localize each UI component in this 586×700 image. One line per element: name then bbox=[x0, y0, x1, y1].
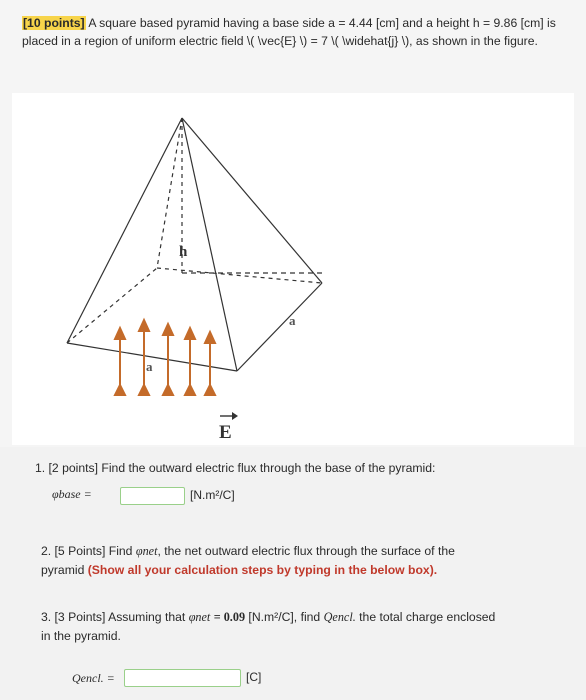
edge-left bbox=[67, 118, 182, 343]
q3-text: 3. [3 Points] Assuming that φnet = 0.09 [N.m²/C], find Qencl. the total charge enclosed in the pyramid. bbox=[41, 610, 496, 643]
q1-answer-input[interactable] bbox=[120, 487, 185, 505]
label-a-right: a bbox=[289, 313, 296, 328]
phi-net-symbol: φnet bbox=[135, 544, 158, 558]
q1-text: 1. [2 points] Find the outward electric flux through the base of the pyramid: bbox=[35, 461, 436, 475]
edge-right bbox=[182, 118, 322, 283]
q3-unit: [C] bbox=[246, 670, 262, 684]
q2-note: (Show all your calculation steps by typing in the below box). bbox=[87, 563, 438, 577]
problem-text: A square based pyramid having a base side a = 4.44 [cm] and a height h = 9.86 [cm] is placed in a region of uniform electric field \( \vec{E} \) = 7 \( \widehat{j} \), as shown in the figure. bbox=[22, 16, 556, 48]
label-E bbox=[219, 412, 238, 443]
q2-text: 2. [5 Points] Find φnet, the net outward electric flux through the surface of the pyramid (Show all your calculation steps by typing in the below box). bbox=[41, 544, 455, 577]
label-h: h bbox=[179, 244, 188, 260]
problem-statement bbox=[22, 14, 577, 50]
q3-answer-input[interactable] bbox=[124, 669, 241, 687]
svg-text:E: E bbox=[219, 422, 232, 443]
q1-unit: [N.m²/C] bbox=[190, 488, 235, 502]
pyramid-diagram bbox=[12, 93, 574, 445]
label-a-left: a bbox=[146, 359, 153, 374]
q1-symbol: φbase = bbox=[52, 487, 92, 501]
q3-symbol: Qencl. = bbox=[72, 671, 115, 685]
base-right bbox=[237, 283, 322, 371]
points-badge: [10 points] bbox=[23, 16, 85, 30]
questions bbox=[12, 447, 574, 700]
field-arrows bbox=[115, 320, 215, 395]
pyramid-figure bbox=[12, 93, 574, 445]
